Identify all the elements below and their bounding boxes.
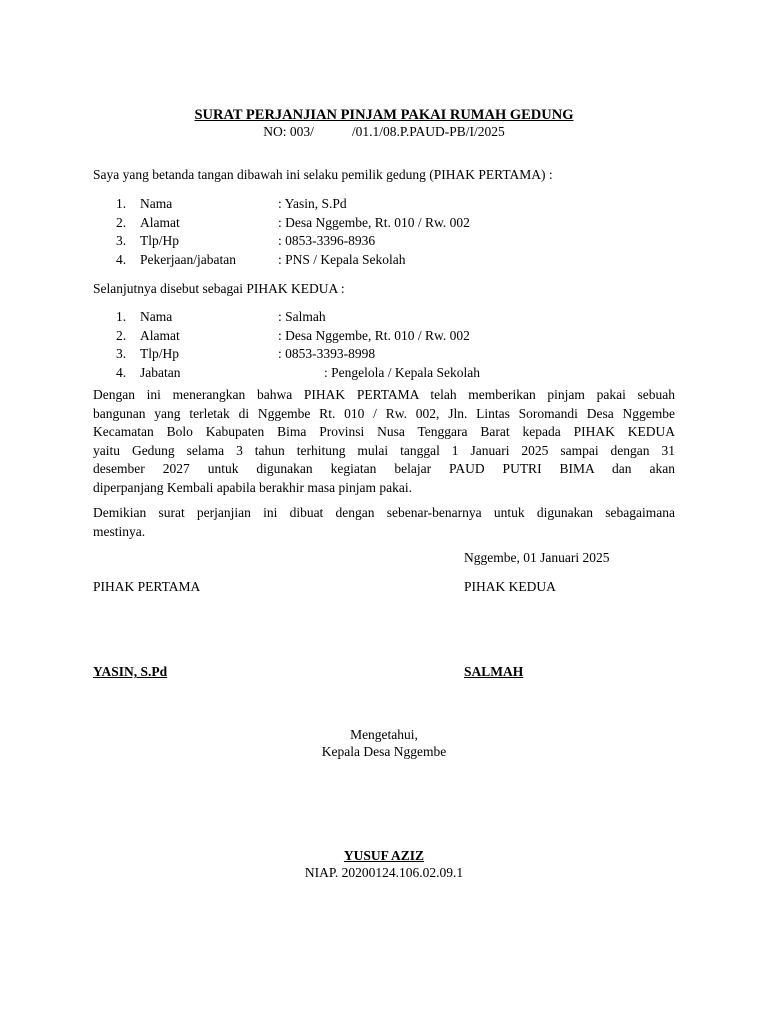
field-label: Pekerjaan/jabatan [140, 251, 236, 267]
list-item [116, 327, 616, 346]
field-value: : PNS / Kepala Sekolah [278, 251, 406, 267]
field-value: : Desa Nggembe, Rt. 010 / Rw. 002 [278, 327, 470, 343]
closing-paragraph [93, 504, 675, 541]
list-item [116, 195, 616, 214]
first-party-list [116, 195, 616, 269]
field-label: Tlp/Hp [140, 346, 179, 361]
list-number: 4. [116, 364, 127, 380]
list-item [116, 308, 616, 327]
party-two-heading: PIHAK KEDUA [464, 579, 556, 594]
field-label: Alamat [140, 214, 180, 230]
list-number: 1. [116, 309, 127, 324]
party-one-heading: PIHAK PERTAMA [93, 579, 201, 594]
closing-line: mestinya. [93, 523, 146, 539]
list-item [116, 214, 616, 233]
party-two-signature-name: SALMAH [464, 664, 524, 679]
village-head-name: YUSUF AZIZ [343, 848, 425, 863]
field-value: : Pengelola / Kepala Sekolah [324, 364, 480, 380]
list-item [116, 232, 616, 251]
list-number: 1. [116, 196, 127, 211]
field-value: : Salmah [278, 309, 326, 324]
village-head-id: NIAP. 20200124.106.02.09.1 [304, 865, 464, 880]
second-party-intro: Selanjutnya disebut sebagai PIHAK KEDUA : [93, 281, 345, 296]
field-label: Alamat [140, 327, 180, 343]
list-item [116, 364, 616, 383]
second-party-list [116, 308, 616, 382]
document-number-suffix: /01.1/08.P.PAUD-PB/I/2025 [351, 124, 505, 139]
body-line: diperpanjang Kembali apabila berakhir masa pinjam pakai. [93, 479, 413, 495]
body-line: Kecamatan Bolo Kabupaten Bima Provinsi Nusa Tenggara Barat kepada PIHAK KEDUA [93, 424, 675, 439]
list-number: 3. [116, 346, 127, 361]
field-value: : 0853-3393-8998 [278, 346, 376, 361]
list-item [116, 345, 616, 364]
body-line: desember 2027 untuk digunakan kegiatan belajar PAUD PUTRI BIMA dan akan [93, 461, 675, 476]
list-item [116, 251, 616, 270]
document-number-prefix: NO: 003/ [263, 124, 314, 139]
list-number: 2. [116, 327, 127, 343]
first-party-intro: Saya yang betanda tangan dibawah ini selaku pemilik gedung (PIHAK PERTAMA) : [93, 167, 553, 182]
closing-line: Demikian surat perjanjian ini dibuat dengan sebenar-benarnya untuk digunakan sebagaimana [93, 505, 675, 520]
field-label: Nama [140, 196, 173, 211]
document-number [0, 123, 768, 141]
field-value: : Yasin, S.Pd [278, 196, 347, 211]
body-line: yaitu Gedung selama 3 tahun terhitung mulai tanggal 1 Januari 2025 sampai dengan 31 [93, 442, 675, 458]
party-one-signature-name: YASIN, S.Pd [93, 664, 168, 679]
list-number: 3. [116, 233, 127, 248]
agreement-body [93, 386, 675, 497]
field-label: Nama [140, 309, 173, 324]
acknowledge-label: Mengetahui, [350, 727, 418, 742]
field-value: : Desa Nggembe, Rt. 010 / Rw. 002 [278, 214, 470, 230]
field-label: Tlp/Hp [140, 233, 179, 248]
list-number: 4. [116, 251, 127, 267]
place-date: Nggembe, 01 Januari 2025 [464, 550, 610, 565]
field-label: Jabatan [140, 364, 181, 380]
acknowledge-role: Kepala Desa Nggembe [321, 744, 447, 759]
body-line: bangunan yang terletak di Nggembe Rt. 010 / Rw. 002, Jln. Lintas Soromandi Desa Nggembe [93, 405, 675, 421]
body-line: Dengan ini menerangkan bahwa PIHAK PERTAMA telah memberikan pinjam pakai sebuah [93, 387, 675, 402]
document-title: SURAT PERJANJIAN PINJAM PAKAI RUMAH GEDUNG [194, 107, 574, 123]
list-number: 2. [116, 214, 127, 230]
field-value: : 0853-3396-8936 [278, 233, 376, 248]
